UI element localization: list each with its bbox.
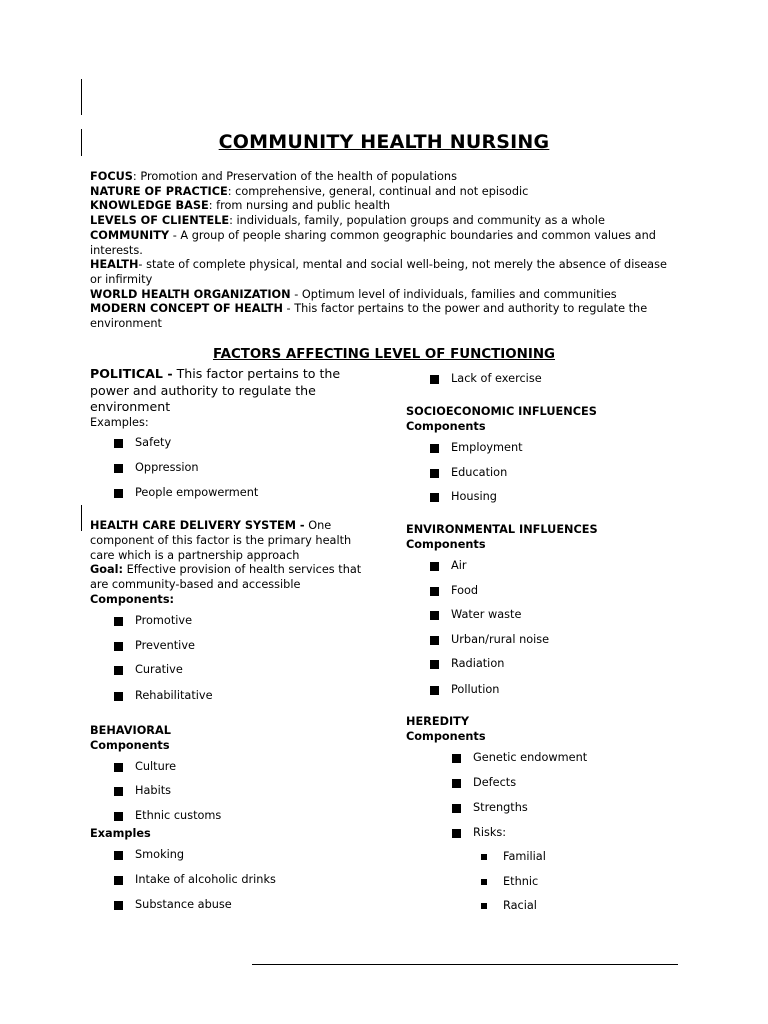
bullet-square-icon: [114, 692, 123, 701]
examples-label: Examples: [90, 827, 151, 840]
behavioral-heading: BEHAVIORAL: [90, 724, 171, 737]
list-item: Substance abuse: [114, 898, 232, 912]
environmental-section: [406, 523, 598, 553]
bullet-square-icon: [481, 903, 487, 909]
list-item: Culture: [114, 760, 176, 774]
list-item: Food: [430, 584, 478, 598]
health-care-heading: HEALTH CARE DELIVERY SYSTEM -: [90, 519, 305, 532]
right-column: [406, 0, 736, 1024]
margin-mark: [81, 79, 82, 115]
bullet-square-icon: [114, 464, 123, 473]
sub-list-item: Ethnic: [481, 875, 538, 889]
margin-mark: [81, 505, 82, 531]
list-item: Preventive: [114, 639, 195, 653]
bullet-square-icon: [430, 469, 439, 478]
political-text: This factor pertains to the power and authority to regulate the environment: [90, 366, 341, 414]
bullet-square-icon: [430, 562, 439, 571]
bullet-square-icon: [114, 876, 123, 885]
bullet-square-icon: [430, 636, 439, 645]
bullet-square-icon: [481, 854, 487, 860]
definition-knowledge-base: KNOWLEDGE BASE: from nursing and public health: [90, 199, 391, 213]
goal-label: Goal:: [90, 563, 124, 577]
list-item: Housing: [430, 490, 497, 504]
list-item: Radiation: [430, 657, 504, 671]
list-item: Rehabilitative: [114, 689, 213, 703]
bullet-square-icon: [430, 587, 439, 596]
list-item: Safety: [114, 436, 171, 450]
list-item: Employment: [430, 441, 523, 455]
components-label: Components: [406, 419, 486, 433]
definition-modern-concept: MODERN CONCEPT OF HEALTH - This factor pertains to the power and authority to regulate the environment: [90, 302, 648, 331]
bullet-square-icon: [114, 812, 123, 821]
list-item: Risks:: [452, 826, 506, 840]
bullet-square-icon: [114, 763, 123, 772]
list-item: Curative: [114, 663, 183, 677]
bullet-square-icon: [452, 754, 461, 763]
footer-line: [252, 964, 678, 965]
bullet-square-icon: [430, 444, 439, 453]
political-heading: POLITICAL -: [90, 366, 173, 381]
bullet-square-icon: [452, 779, 461, 788]
definition-focus: FOCUS: Promotion and Preservation of the health of populations: [90, 170, 457, 183]
list-item: Promotive: [114, 614, 192, 628]
definition-levels-of-clientele: LEVELS OF CLIENTELE: individuals, family, population groups and community as a whole: [90, 214, 605, 228]
list-item: Genetic endowment: [452, 751, 587, 765]
definition-nature-of-practice: NATURE OF PRACTICE: comprehensive, general, continual and not episodic: [90, 184, 529, 198]
bullet-square-icon: [114, 439, 123, 448]
components-label: Components: [406, 537, 486, 551]
document-title: COMMUNITY HEALTH NURSING: [218, 131, 550, 153]
sub-list-item: Familial: [481, 850, 546, 864]
list-item: Intake of alcoholic drinks: [114, 873, 276, 887]
heredity-heading: HEREDITY: [406, 715, 470, 728]
bullet-square-icon: [452, 804, 461, 813]
bullet-square-icon: [430, 660, 439, 669]
bullet-square-icon: [114, 851, 123, 860]
components-label: Components: [90, 738, 170, 752]
bullet-square-icon: [430, 375, 439, 384]
list-item: Education: [430, 466, 507, 480]
bullet-square-icon: [114, 787, 123, 796]
sub-list-item: Racial: [481, 899, 537, 913]
definition-who: WORLD HEALTH ORGANIZATION - Optimum level of individuals, families and communities: [90, 287, 617, 301]
list-item: Lack of exercise: [430, 372, 542, 386]
list-item: Strengths: [452, 801, 528, 815]
components-label: Components:: [90, 592, 175, 606]
list-item: Urban/rural noise: [430, 633, 549, 647]
bullet-square-icon: [114, 901, 123, 910]
list-item: Ethnic customs: [114, 809, 221, 823]
bullet-square-icon: [114, 617, 123, 626]
list-item: Defects: [452, 776, 516, 790]
political-examples-label: Examples:: [90, 415, 149, 429]
bullet-square-icon: [481, 879, 487, 885]
political-section: [90, 366, 360, 430]
health-care-text: One component of this factor is the primary health care which is a partnership approach: [90, 519, 352, 562]
socioeconomic-section: [406, 405, 597, 435]
bullet-square-icon: [452, 829, 461, 838]
list-item: Oppression: [114, 461, 199, 475]
behavioral-section: [90, 724, 171, 754]
goal-text: Effective provision of health services that are community-based and accessible: [90, 563, 362, 592]
list-item: Smoking: [114, 848, 184, 862]
bullet-square-icon: [430, 686, 439, 695]
environmental-heading: ENVIRONMENTAL INFLUENCES: [406, 523, 598, 536]
list-item: People empowerment: [114, 486, 258, 500]
bullet-square-icon: [430, 611, 439, 620]
factors-title: FACTORS AFFECTING LEVEL OF FUNCTIONING: [212, 347, 556, 362]
definition-health: HEALTH- state of complete physical, mental and social well-being, not merely the absence of disease or infirmity: [90, 258, 667, 286]
bullet-square-icon: [430, 493, 439, 502]
list-item: Pollution: [430, 683, 499, 697]
list-item: Habits: [114, 784, 171, 798]
health-care-section: [90, 519, 362, 608]
definition-community: COMMUNITY - A group of people sharing common geographic boundaries and common values and interests.: [90, 228, 656, 257]
list-item: Air: [430, 559, 467, 573]
bullet-square-icon: [114, 489, 123, 498]
components-label: Components: [406, 729, 486, 743]
bullet-square-icon: [114, 642, 123, 651]
list-item: Water waste: [430, 608, 521, 622]
socioeconomic-heading: SOCIOECONOMIC INFLUENCES: [406, 405, 597, 418]
left-column: [90, 0, 370, 1024]
heredity-section: [406, 715, 486, 745]
bullet-square-icon: [114, 666, 123, 675]
